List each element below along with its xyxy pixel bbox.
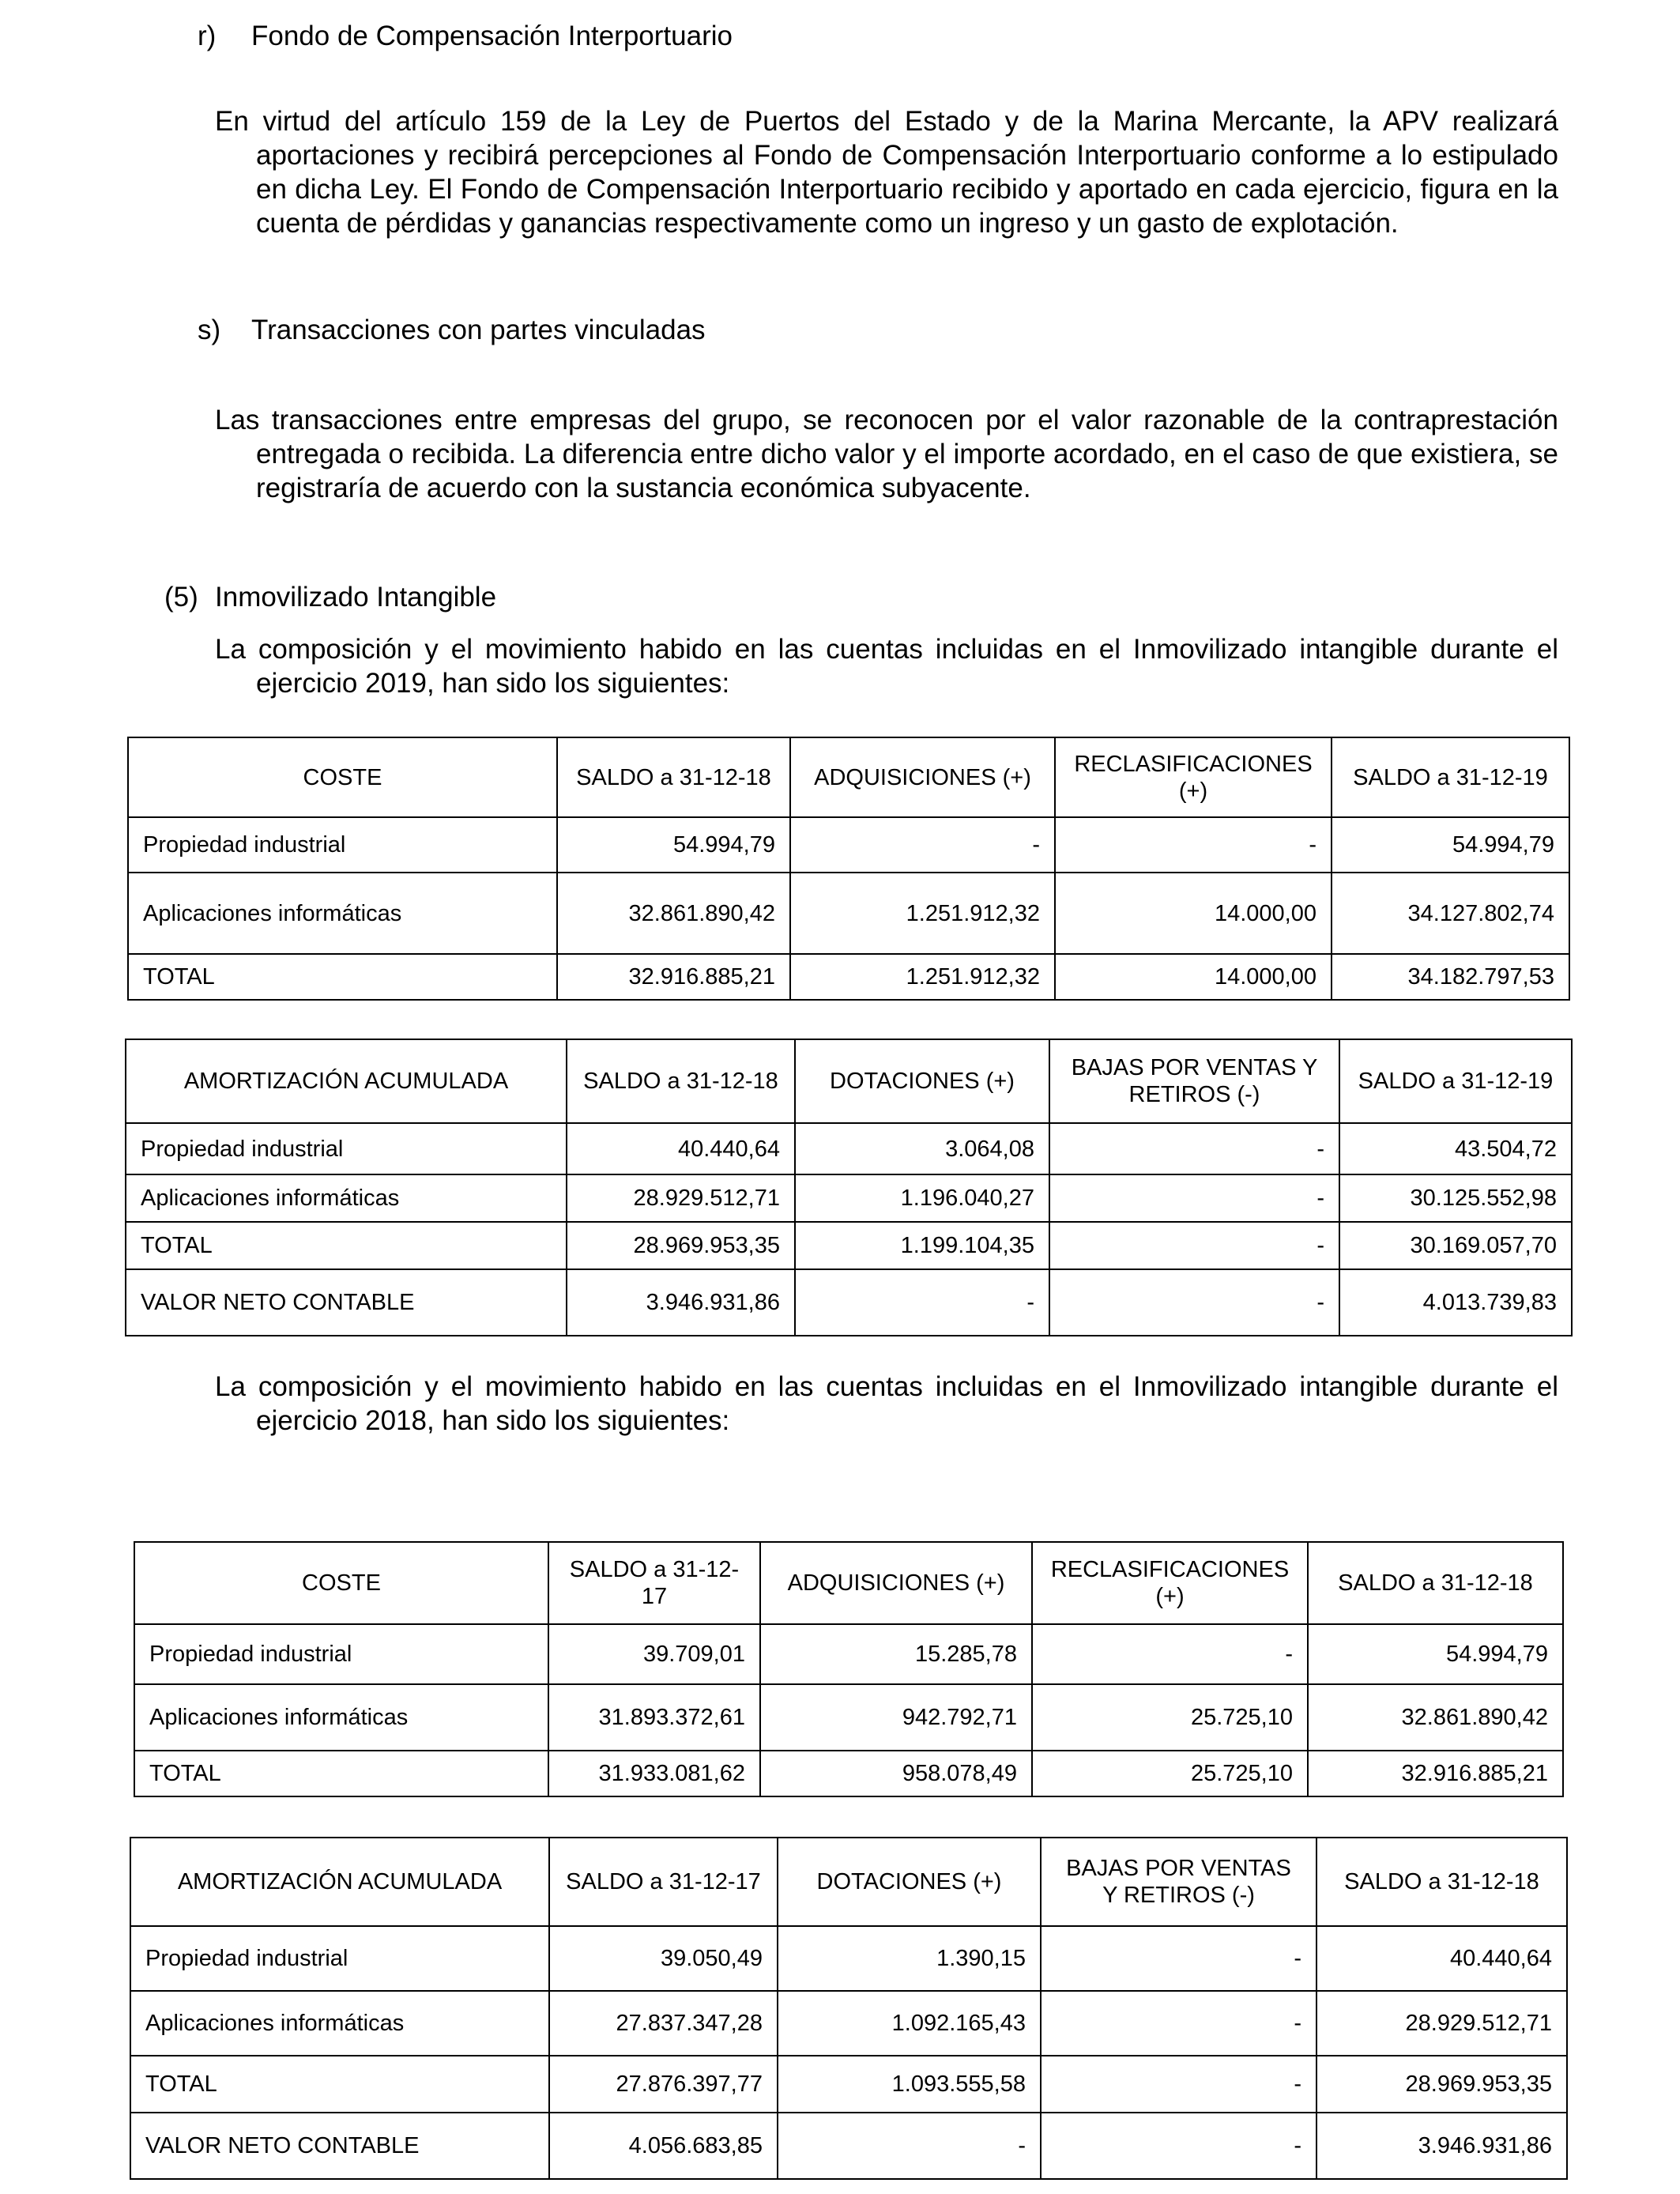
header-coste: COSTE xyxy=(134,1542,548,1624)
row-label: Propiedad industrial xyxy=(128,817,557,873)
header-saldo-inicial: SALDO a 31-12-18 xyxy=(557,737,790,817)
cell-value: 34.127.802,74 xyxy=(1332,873,1569,954)
row-label: TOTAL xyxy=(134,1751,548,1796)
header-adquisiciones: ADQUISICIONES (+) xyxy=(760,1542,1032,1624)
table-row xyxy=(126,1269,1572,1336)
cell-value: 28.969.953,35 xyxy=(1317,2056,1567,2113)
cell-value: 32.916.885,21 xyxy=(1308,1751,1563,1796)
cell-value: 54.994,79 xyxy=(1308,1624,1563,1684)
cell-value: 28.929.512,71 xyxy=(1317,1991,1567,2056)
cell-value: 1.251.912,32 xyxy=(790,873,1055,954)
cell-value: 39.050,49 xyxy=(549,1926,778,1991)
cell-value: 27.876.397,77 xyxy=(549,2056,778,2113)
cell-value: 30.169.057,70 xyxy=(1339,1222,1572,1269)
cell-value: 28.929.512,71 xyxy=(567,1174,795,1222)
cell-value: 32.861.890,42 xyxy=(1308,1684,1563,1751)
cell-value: 25.725,10 xyxy=(1032,1751,1308,1796)
cell-value: - xyxy=(1049,1174,1339,1222)
table-row xyxy=(126,1174,1572,1222)
table-row xyxy=(130,2056,1567,2113)
cell-value: - xyxy=(1032,1624,1308,1684)
cell-value: 34.182.797,53 xyxy=(1332,954,1569,1000)
cell-value: 32.861.890,42 xyxy=(557,873,790,954)
cell-value: 14.000,00 xyxy=(1055,873,1332,954)
cell-value: 1.092.165,43 xyxy=(778,1991,1041,2056)
header-adquisiciones: ADQUISICIONES (+) xyxy=(790,737,1055,817)
section-5-heading xyxy=(164,580,497,615)
table-row xyxy=(128,873,1569,954)
cell-value: 32.916.885,21 xyxy=(557,954,790,1000)
cell-value: 43.504,72 xyxy=(1339,1123,1572,1174)
header-saldo-inicial: SALDO a 31-12-17 xyxy=(548,1542,760,1624)
cell-value: - xyxy=(795,1269,1049,1336)
row-label: Propiedad industrial xyxy=(134,1624,548,1684)
cell-value: 1.251.912,32 xyxy=(790,954,1055,1000)
table-row xyxy=(134,1751,1563,1796)
cell-value: - xyxy=(1049,1269,1339,1336)
section-s-title: Transacciones con partes vinculadas xyxy=(251,315,706,345)
cell-value: - xyxy=(1049,1222,1339,1269)
cell-value: 3.064,08 xyxy=(795,1123,1049,1174)
cell-value: 1.196.040,27 xyxy=(795,1174,1049,1222)
cell-value: 1.199.104,35 xyxy=(795,1222,1049,1269)
section-5-marker: (5) xyxy=(164,582,198,613)
cell-value: 28.969.953,35 xyxy=(567,1222,795,1269)
cell-value: 31.933.081,62 xyxy=(548,1751,760,1796)
cell-value: 40.440,64 xyxy=(567,1123,795,1174)
section-s-heading xyxy=(198,313,706,348)
row-label: Propiedad industrial xyxy=(126,1123,567,1174)
header-amortizacion: AMORTIZACIÓN ACUMULADA xyxy=(126,1039,567,1123)
cell-value: 39.709,01 xyxy=(548,1624,760,1684)
header-coste: COSTE xyxy=(128,737,557,817)
table-row xyxy=(128,954,1569,1000)
header-saldo-inicial: SALDO a 31-12-18 xyxy=(567,1039,795,1123)
row-label: Aplicaciones informáticas xyxy=(128,873,557,954)
table-row xyxy=(134,1684,1563,1751)
table-header-row xyxy=(128,737,1569,817)
cell-value: 30.125.552,98 xyxy=(1339,1174,1572,1222)
cell-value: - xyxy=(1041,1926,1317,1991)
row-label: VALOR NETO CONTABLE xyxy=(126,1269,567,1336)
row-label: Aplicaciones informáticas xyxy=(134,1684,548,1751)
section-r-paragraph: En virtud del artículo 159 de la Ley de Puertos del Estado y de la Marina Mercante, la APV realizará aportaciones y recibirá percepciones al Fondo de Compensación Interportuario conforme a lo estipulado en dicha Ley. El Fondo de Compensación Interportuario recibido y aportado en cada ejercicio, figura en la cuenta de pérdidas y ganancias respectivamente como un ingreso y un gasto de explotación. xyxy=(215,106,1558,239)
row-label: TOTAL xyxy=(126,1222,567,1269)
cell-value: 54.994,79 xyxy=(557,817,790,873)
header-bajas: BAJAS POR VENTAS Y RETIROS (-) xyxy=(1049,1039,1339,1123)
cell-value: 942.792,71 xyxy=(760,1684,1032,1751)
header-reclasificaciones: RECLASIFICACIONES (+) xyxy=(1055,737,1332,817)
section-s-marker: s) xyxy=(198,315,221,345)
cell-value: - xyxy=(1049,1123,1339,1174)
cell-value: - xyxy=(778,2113,1041,2179)
table-row xyxy=(128,817,1569,873)
section-5-title: Inmovilizado Intangible xyxy=(215,582,497,613)
header-saldo-final: SALDO a 31-12-18 xyxy=(1317,1838,1567,1926)
intro-2018: La composición y el movimiento habido en las cuentas incluidas en el Inmovilizado intangible durante el ejercicio 2018, han sido los siguientes: xyxy=(215,1371,1558,1436)
table-header-row xyxy=(126,1039,1572,1123)
cell-value: 27.837.347,28 xyxy=(549,1991,778,2056)
row-label: Aplicaciones informáticas xyxy=(126,1174,567,1222)
table-header-row xyxy=(134,1542,1563,1624)
cell-value: 15.285,78 xyxy=(760,1624,1032,1684)
header-saldo-final: SALDO a 31-12-18 xyxy=(1308,1542,1563,1624)
table-row xyxy=(126,1123,1572,1174)
row-label: TOTAL xyxy=(130,2056,549,2113)
cell-value: 4.013.739,83 xyxy=(1339,1269,1572,1336)
header-reclasificaciones: RECLASIFICACIONES (+) xyxy=(1032,1542,1308,1624)
amortizacion-2019-table xyxy=(125,1039,1573,1336)
cell-value: - xyxy=(790,817,1055,873)
header-amortizacion: AMORTIZACIÓN ACUMULADA xyxy=(130,1838,549,1926)
cell-value: 40.440,64 xyxy=(1317,1926,1567,1991)
table-row xyxy=(126,1222,1572,1269)
header-saldo-inicial: SALDO a 31-12-17 xyxy=(549,1838,778,1926)
table-row xyxy=(130,1991,1567,2056)
amortizacion-2018-table xyxy=(130,1837,1568,2180)
header-bajas: BAJAS POR VENTAS Y RETIROS (-) xyxy=(1041,1838,1317,1926)
section-s-paragraph: Las transacciones entre empresas del grupo, se reconocen por el valor razonable de la contraprestación entregada o recibida. La diferencia entre dicho valor y el importe acordado, en el caso de que existiera, se registraría de acuerdo con la sustancia económica subyacente. xyxy=(215,405,1558,503)
table-row xyxy=(130,2113,1567,2179)
header-dotaciones: DOTACIONES (+) xyxy=(795,1039,1049,1123)
intro-2019: La composición y el movimiento habido en las cuentas incluidas en el Inmovilizado intangible durante el ejercicio 2019, han sido los siguientes: xyxy=(215,634,1558,699)
table-row xyxy=(130,1926,1567,1991)
cell-value: - xyxy=(1041,1991,1317,2056)
row-label: Propiedad industrial xyxy=(130,1926,549,1991)
header-dotaciones: DOTACIONES (+) xyxy=(778,1838,1041,1926)
row-label: VALOR NETO CONTABLE xyxy=(130,2113,549,2179)
cell-value: 958.078,49 xyxy=(760,1751,1032,1796)
section-r-title: Fondo de Compensación Interportuario xyxy=(251,21,733,51)
section-r-marker: r) xyxy=(198,21,217,51)
cell-value: 4.056.683,85 xyxy=(549,2113,778,2179)
table-header-row xyxy=(130,1838,1567,1926)
cell-value: 14.000,00 xyxy=(1055,954,1332,1000)
header-saldo-final: SALDO a 31-12-19 xyxy=(1332,737,1569,817)
coste-2018-table xyxy=(134,1541,1564,1797)
row-label: Aplicaciones informáticas xyxy=(130,1991,549,2056)
table-row xyxy=(134,1624,1563,1684)
cell-value: 31.893.372,61 xyxy=(548,1684,760,1751)
cell-value: 25.725,10 xyxy=(1032,1684,1308,1751)
header-saldo-final: SALDO a 31-12-19 xyxy=(1339,1039,1572,1123)
cell-value: 3.946.931,86 xyxy=(1317,2113,1567,2179)
coste-2019-table xyxy=(127,737,1570,1001)
cell-value: - xyxy=(1055,817,1332,873)
row-label: TOTAL xyxy=(128,954,557,1000)
cell-value: 54.994,79 xyxy=(1332,817,1569,873)
section-r-heading xyxy=(198,19,733,54)
cell-value: 1.093.555,58 xyxy=(778,2056,1041,2113)
cell-value: 1.390,15 xyxy=(778,1926,1041,1991)
cell-value: - xyxy=(1041,2113,1317,2179)
cell-value: 3.946.931,86 xyxy=(567,1269,795,1336)
cell-value: - xyxy=(1041,2056,1317,2113)
